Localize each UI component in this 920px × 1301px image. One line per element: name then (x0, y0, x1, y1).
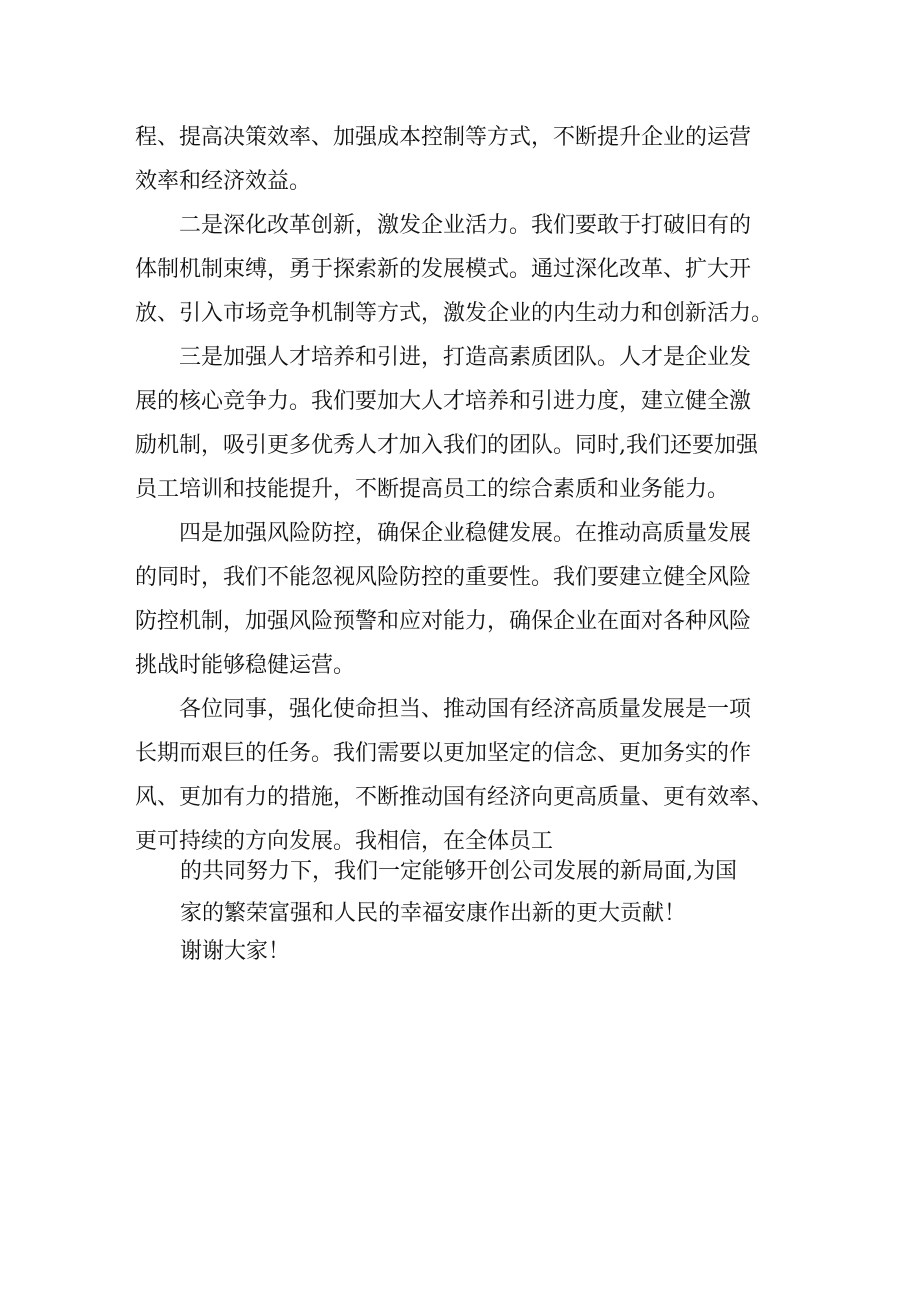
text-line: 长期而艰巨的任务。我们需要以更加坚定的信念、更加务实的作 (135, 741, 752, 766)
text-line: 程、提高决策效率、加强成本控制等方式，不断提升企业的运营 (135, 125, 752, 150)
closing-line: 的共同努力下，我们一定能够开创公司发展的新局面,为国 (180, 859, 737, 884)
text-line: 员工培训和技能提升，不断提高员工的综合素质和业务能力。 (135, 477, 730, 502)
text-line: 各位同事，强化使命担当、推动国有经济高质量发展是一项 (179, 697, 752, 722)
text-line: 四是加强风险防控，确保企业稳健发展。在推动高质量发展 (179, 521, 752, 546)
text-line: 放、引入市场竞争机制等方式，激发企业的内生动力和创新活力。 (135, 301, 774, 326)
text-line: 效率和经济效益。 (135, 169, 312, 194)
text-line: 体制机制束缚，勇于探索新的发展模式。通过深化改革、扩大开 (135, 257, 752, 282)
text-line: 励机制，吸引更多优秀人才加入我们的团队。同时,我们还要加强 (135, 433, 758, 458)
text-line: 二是深化改革创新，激发企业活力。我们要敢于打破旧有的 (179, 213, 752, 238)
thanks-line: 谢谢大家！ (180, 939, 291, 964)
text-line: 风、更加有力的措施，不断推动国有经济向更高质量、更有效率、 (135, 785, 774, 810)
text-line: 挑战时能够稳健运营。 (135, 653, 356, 678)
closing-line: 家的繁荣富强和人民的幸福安康作出新的更大贡献！ (180, 901, 687, 926)
text-line: 三是加强人才培养和引进，打造高素质团队。人才是企业发 (179, 345, 752, 370)
text-line: 更可持续的方向发展。我相信，在全体员工 (135, 829, 554, 854)
body-text (135, 116, 795, 864)
text-line: 展的核心竞争力。我们要加大人才培养和引进力度，建立健全激 (135, 389, 752, 414)
text-line: 防控机制，加强风险预警和应对能力，确保企业在面对各种风险 (135, 609, 752, 634)
text-line: 的同时，我们不能忽视风险防控的重要性。我们要建立健全风险 (135, 565, 752, 590)
